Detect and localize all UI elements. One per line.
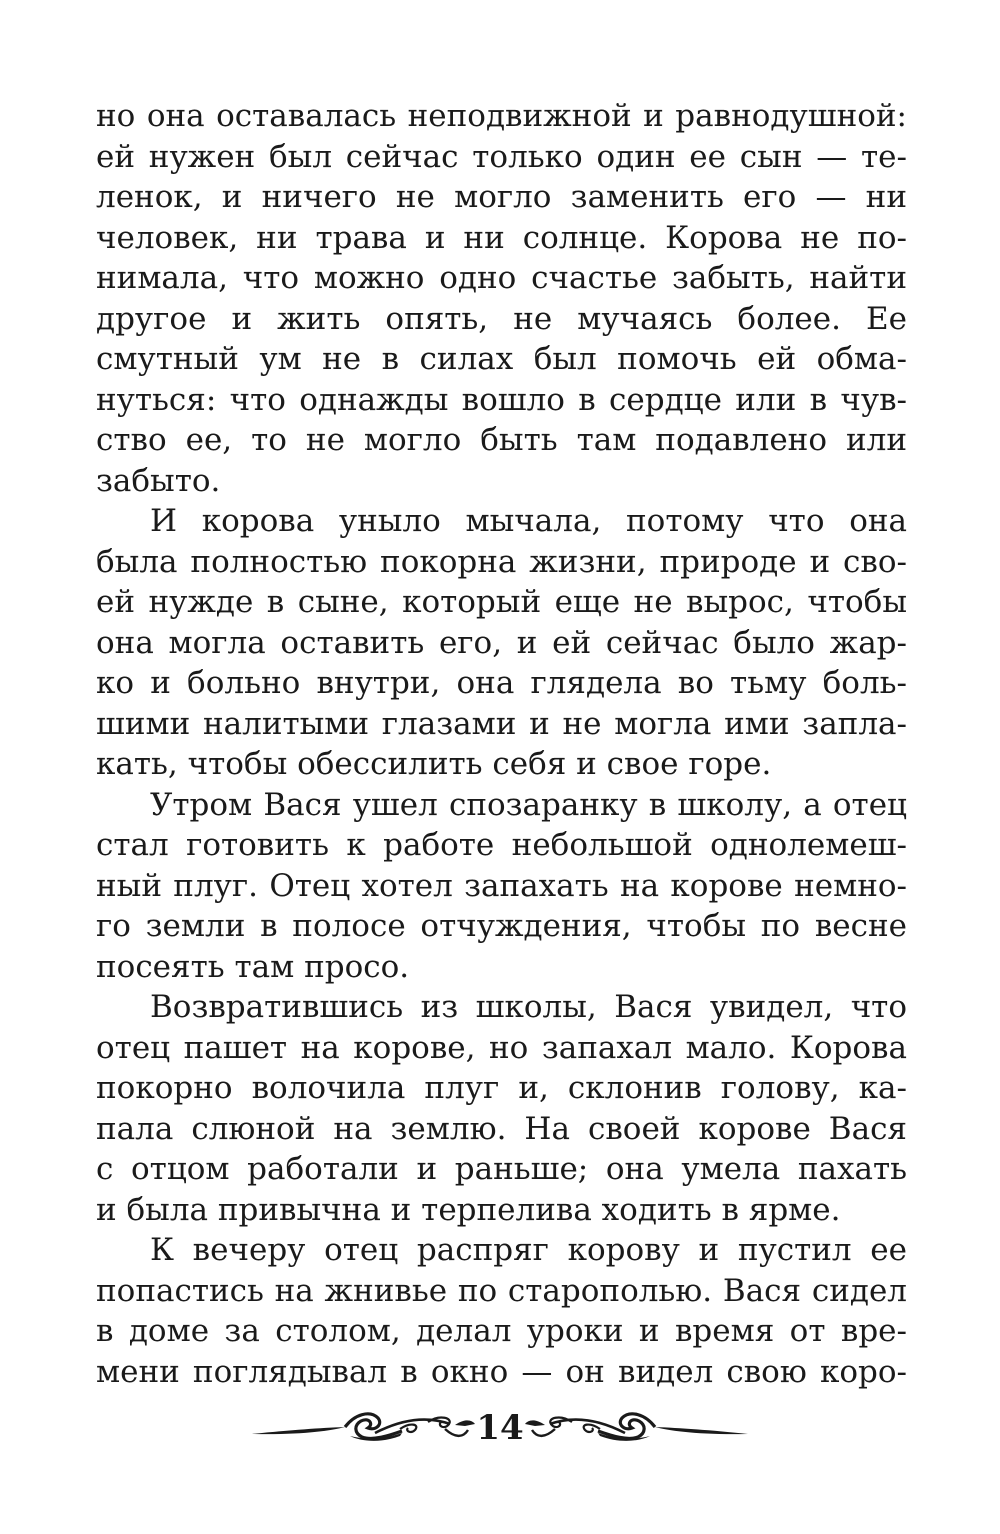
text-line: попастись на жнивье по старополью. Вася сидел — [96, 1273, 907, 1309]
text-line: мени поглядывал в окно — он видел свою коро- — [96, 1354, 907, 1390]
text-line: пала слюной на землю. На своей корове Вася — [96, 1111, 907, 1147]
text-line: в доме за столом, делал уроки и время от вре- — [96, 1313, 907, 1349]
text-line: Утром Вася ушел спозаранку в школу, а отец — [150, 787, 907, 823]
text-line: го земли в полосе отчуждения, чтобы по весне — [96, 908, 907, 944]
text-line: она могла оставить его, и ей сейчас было жар- — [96, 625, 907, 661]
text-line: нуться: что однажды вошло в сердце или в чув- — [96, 382, 907, 418]
text-line: отец пашет на корове, но запахал мало. Корова — [96, 1030, 907, 1066]
text-line: с отцом работали и раньше; она умела пахать — [96, 1151, 907, 1187]
text-line: ленок, и ничего не могло заменить его — ни — [96, 179, 907, 215]
page-number: 14 — [476, 1408, 524, 1448]
text-line: была полностью покорна жизни, природе и сво- — [96, 544, 907, 580]
ornament-right-icon — [525, 1414, 748, 1441]
text-line: шими налитыми глазами и не могла ими запла- — [96, 706, 907, 742]
text-line: ей нужде в сыне, который еще не вырос, чтобы — [96, 584, 907, 620]
text-line: человек, ни трава и ни солнце. Корова не по- — [96, 220, 907, 256]
text-line: К вечеру отец распряг корову и пустил ее — [150, 1232, 907, 1268]
text-line: смутный ум не в силах был помочь ей обма- — [96, 341, 907, 377]
text-line: ство ее, то не могло быть там подавлено или — [96, 422, 907, 458]
text-line: но она оставалась неподвижной и равнодушной: — [96, 98, 907, 134]
text-line: стал готовить к работе небольшой однолемеш- — [96, 827, 907, 863]
ornament-left-icon — [252, 1414, 475, 1441]
text-line: кать, чтобы обессилить себя и свое горе. — [96, 746, 772, 782]
text-line: нимала, что можно одно счастье забыть, найти — [96, 260, 907, 296]
text-line: и была привычна и терпелива ходить в ярме. — [96, 1192, 841, 1228]
text-line: ный плуг. Отец хотел запахать на корове немно- — [96, 868, 907, 904]
text-line: посеять там просо. — [96, 949, 410, 985]
text-line: другое и жить опять, не мучаясь более. Ее — [96, 301, 907, 337]
text-line: Возвратившись из школы, Вася увидел, что — [150, 989, 907, 1025]
text-line: ей нужен был сейчас только один ее сын — те- — [96, 139, 907, 175]
text-line: ко и больно внутри, она глядела во тьму боль- — [96, 665, 907, 701]
text-line: покорно волочила плуг и, склонив голову, ка- — [96, 1070, 907, 1106]
text-line: И корова уныло мычала, потому что она — [150, 503, 907, 539]
text-line: забыто. — [96, 463, 221, 499]
